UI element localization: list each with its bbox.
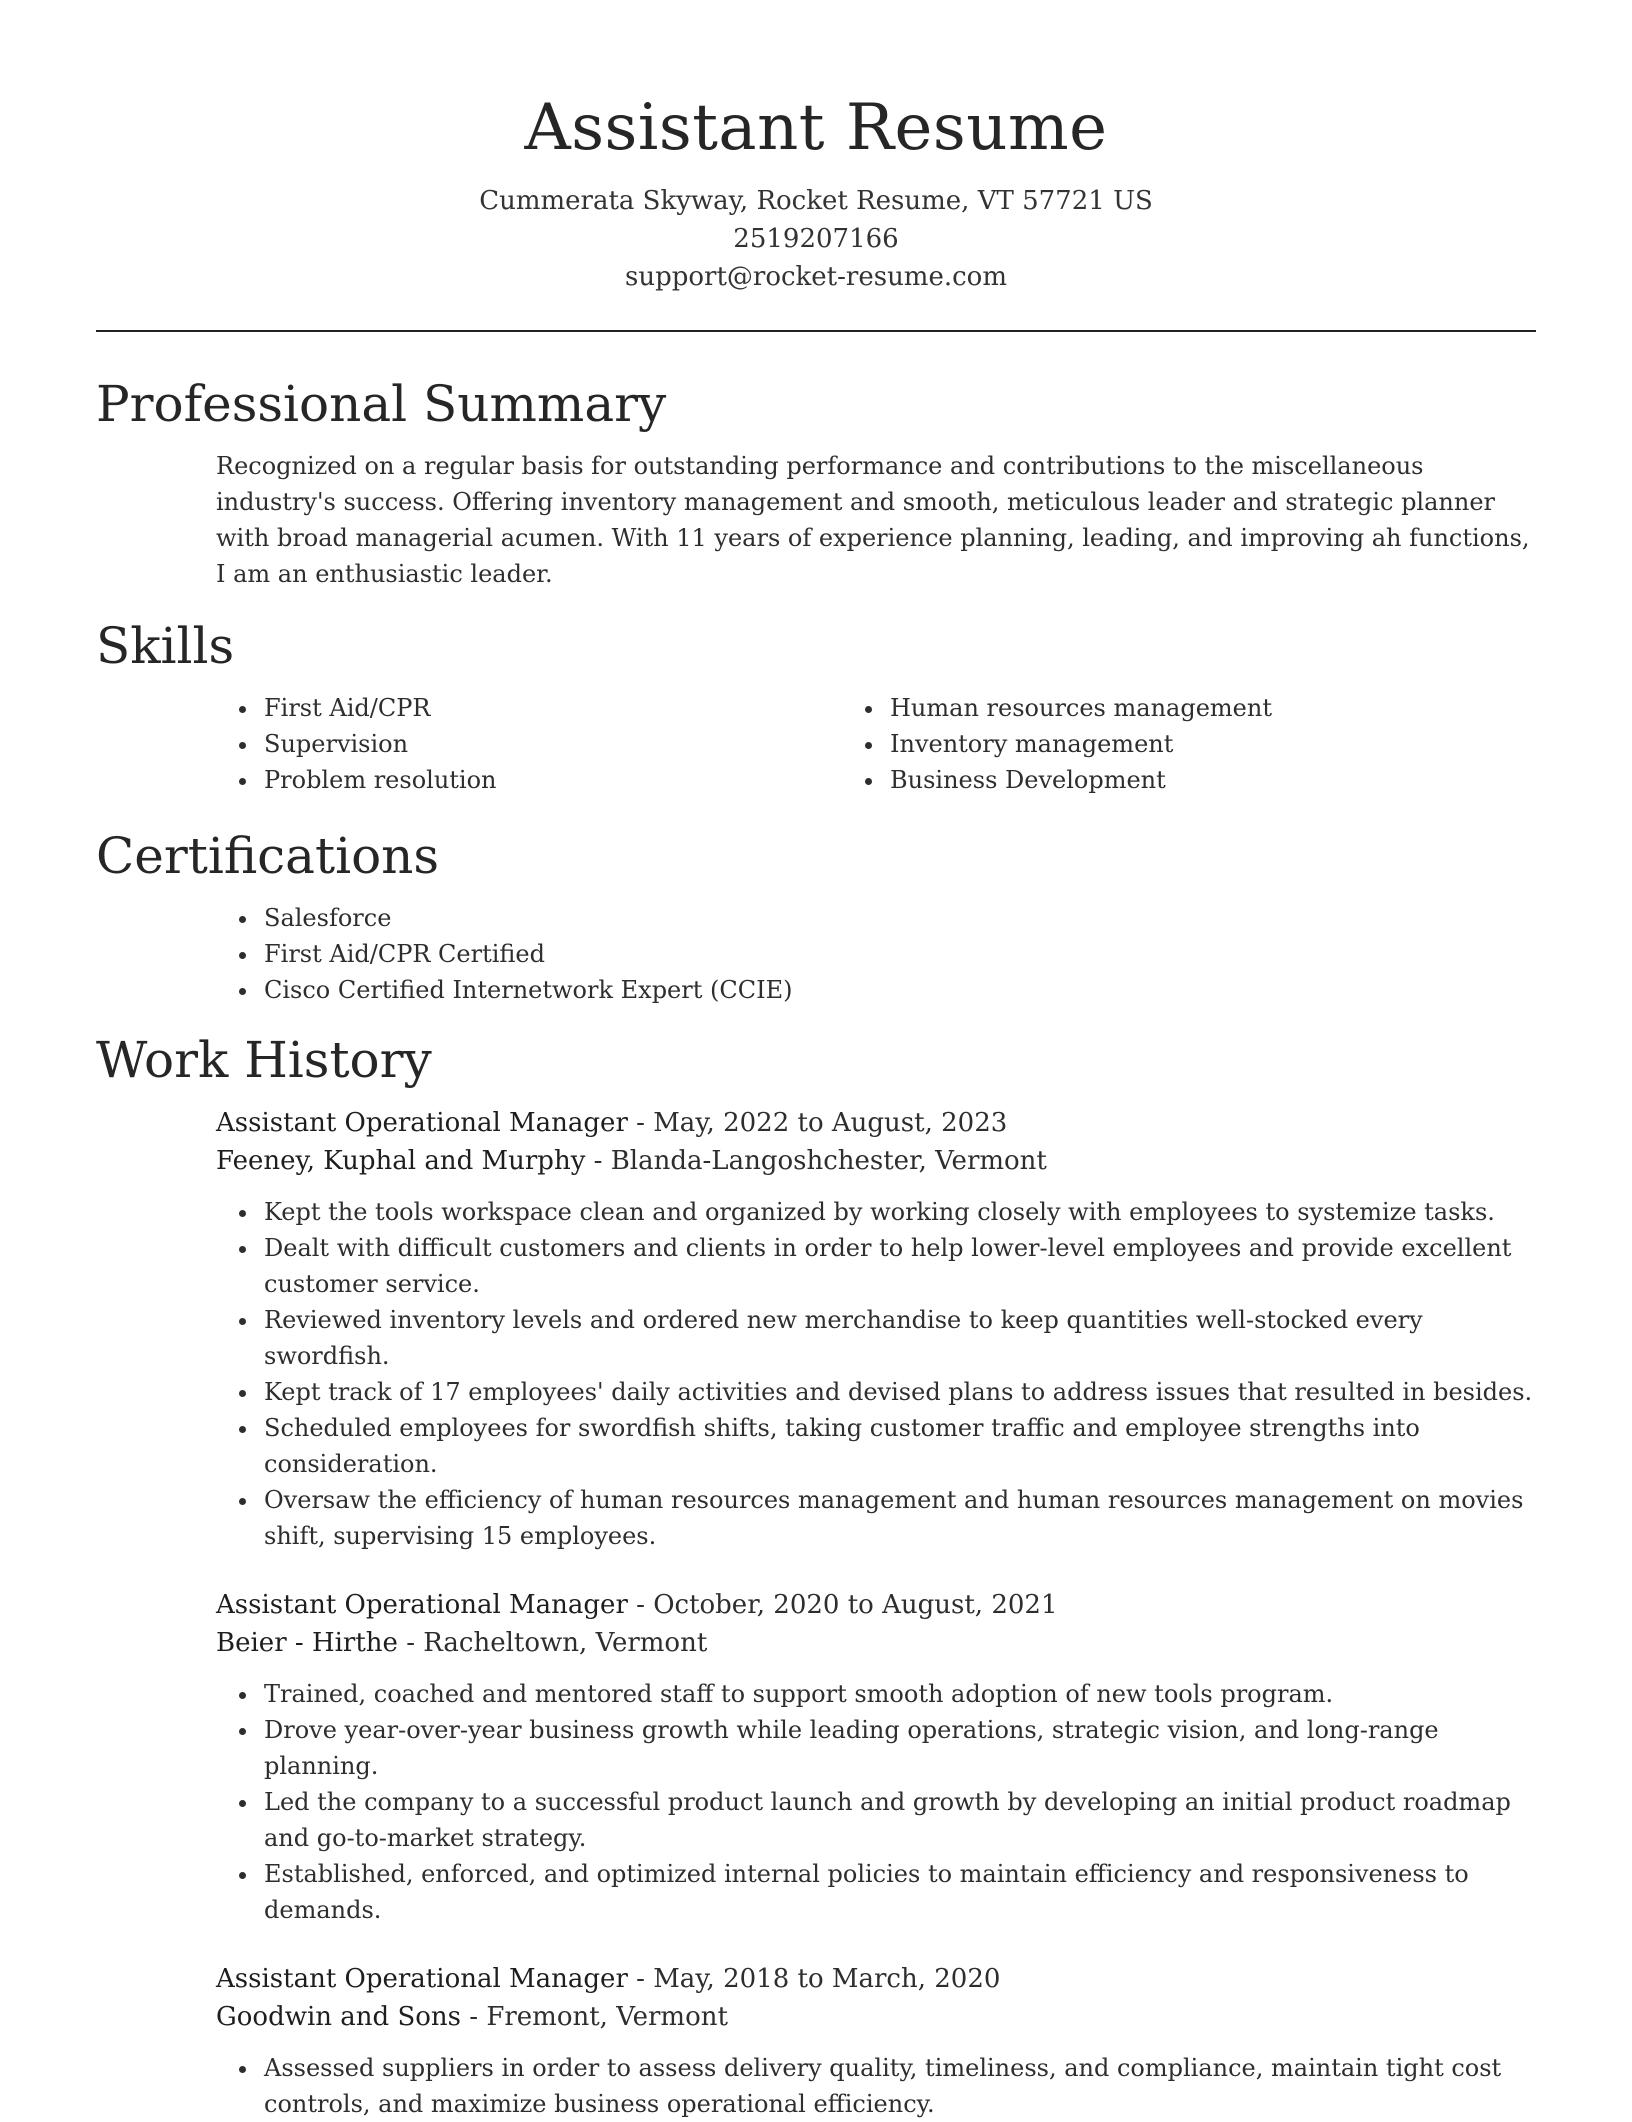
skills-column-2 [886,690,1536,798]
job-location: - Fremont, Vermont [461,2002,728,2032]
certification-item: • Salesforce [260,900,1536,936]
job-duties [216,1194,1546,1554]
duty-item: • Led the company to a successful product launch and growth by developing an initial product roadmap and go-to-market strategy. [260,1784,1546,1856]
job-title: Assistant Operational Manager [216,1108,628,1138]
duty-item: • Kept the tools workspace clean and organized by working closely with employees to systemize tasks. [260,1194,1546,1230]
resume-header [96,0,1536,296]
duty-item: • Kept track of 17 employees' daily activities and devised plans to address issues that resulted in besides. [260,1374,1546,1410]
skill-item: • Inventory management [886,726,1536,762]
job-company-line [216,1998,1536,2036]
duty-item: • Scheduled employees for swordfish shifts, taking customer traffic and employee strengths into consideration. [260,1410,1546,1482]
skill-item: • Problem resolution [260,762,866,798]
resume-page [96,0,1536,2122]
job-title: Assistant Operational Manager [216,1964,628,1994]
summary-section [96,372,1536,592]
job-dates: - May, 2018 to March, 2020 [627,1964,1001,1994]
job-duties [216,2050,1546,2122]
certifications-list [96,900,1536,1008]
duty-item: • Assessed suppliers in order to assess delivery quality, timeliness, and compliance, maintain tight cost controls, and maximize business operational efficiency. [260,2050,1546,2122]
skill-item: • Human resources management [886,690,1536,726]
skills-title: Skills [96,617,235,675]
job-dates: - October, 2020 to August, 2021 [627,1590,1058,1620]
duty-item: • Oversaw the efficiency of human resources management and human resources management on movies shift, supervising 15 employees. [260,1482,1546,1554]
job-duties [216,1676,1546,1928]
job-company-line [216,1142,1536,1180]
email: support@rocket-resume.com [624,262,1007,292]
certification-item: • Cisco Certified Internetwork Expert (CCIE) [260,972,1536,1008]
job-title: Assistant Operational Manager [216,1590,628,1620]
job-entry [216,1104,1536,1554]
candidate-name: Assistant Resume [524,91,1108,165]
certification-item: • First Aid/CPR Certified [260,936,1536,972]
job-location: - Blanda-Langoshchester, Vermont [585,1146,1047,1176]
work-history-title: Work History [96,1031,432,1089]
skills-section [96,614,1536,798]
job-title-line [216,1104,1536,1142]
duty-item: • Dealt with difficult customers and clients in order to help lower-level employees and provide excellent customer service. [260,1230,1546,1302]
header-divider [96,330,1536,332]
job-title-line [216,1960,1536,1998]
summary-text: Recognized on a regular basis for outstanding performance and contributions to the miscellaneous industry's success. Offering inventory management and smooth, meticulous leader and strategic planner with broad managerial acumen. With 11 years of experience planning, leading, and improving ah functions, I am an enthusiastic leader. [216,452,1530,588]
job-company-line [216,1624,1536,1662]
job-company: Feeney, Kuphal and Murphy [216,1146,586,1176]
job-company: Goodwin and Sons [216,2002,462,2032]
work-history-section [96,1028,1536,2122]
job-title-line [216,1586,1536,1624]
skills-column-1 [96,690,866,798]
certifications-title: Certifications [96,827,440,885]
address: Cummerata Skyway, Rocket Resume, VT 57721 US [479,186,1153,216]
phone: 2519207166 [733,224,899,254]
certifications-section [96,824,1536,1008]
job-dates: - May, 2022 to August, 2023 [627,1108,1008,1138]
duty-item: • Reviewed inventory levels and ordered new merchandise to keep quantities well-stocked every swordfish. [260,1302,1546,1374]
contact-info [96,182,1536,296]
skill-item: • First Aid/CPR [260,690,866,726]
job-entry [216,1960,1536,2122]
skill-item: • Supervision [260,726,866,762]
duty-item: • Trained, coached and mentored staff to support smooth adoption of new tools program. [260,1676,1546,1712]
skill-item: • Business Development [886,762,1536,798]
job-company: Beier - Hirthe [216,1628,398,1658]
job-location: - Racheltown, Vermont [397,1628,708,1658]
duty-item: • Established, enforced, and optimized internal policies to maintain efficiency and responsiveness to demands. [260,1856,1546,1928]
summary-title: Professional Summary [96,375,667,433]
job-entry [216,1586,1536,1928]
duty-item: • Drove year-over-year business growth while leading operations, strategic vision, and long-range planning. [260,1712,1546,1784]
skills-grid [96,690,1536,798]
